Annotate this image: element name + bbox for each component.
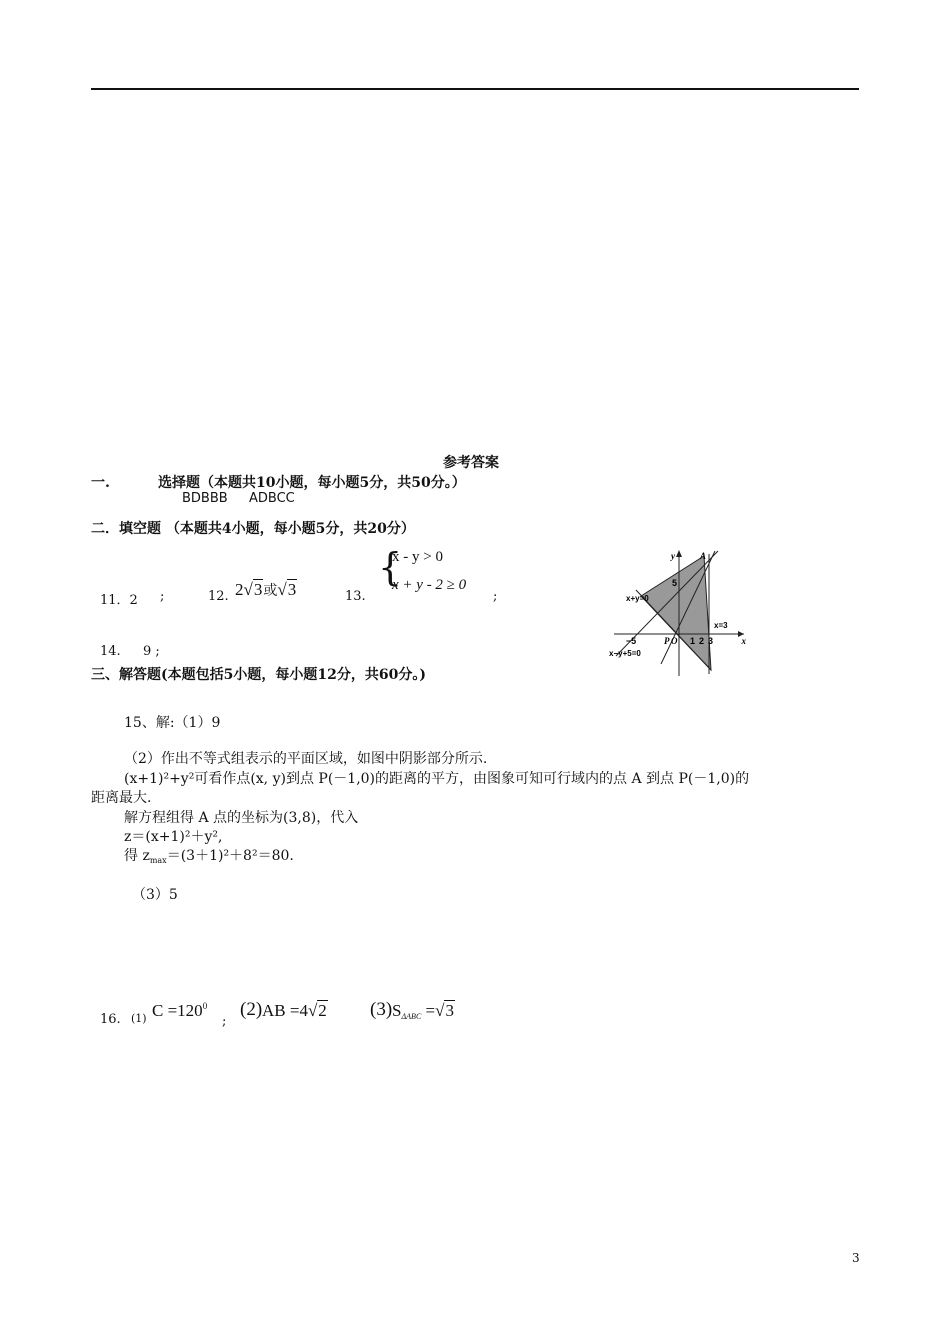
section1-answers-a: BDBBB <box>182 491 228 506</box>
q15-part2-line6: 得 $z_{max}=(3+1)^2+8^2=80$. <box>124 848 294 865</box>
section1-answers-b: ADBCC <box>249 491 295 506</box>
tick-1-label: 1 <box>690 636 696 646</box>
q12-coef: 2 <box>235 580 244 599</box>
tick-2-label: 2 <box>699 636 705 646</box>
q12-answer <box>235 580 297 600</box>
header-rule <box>91 88 859 90</box>
q16-part2-label: (2) <box>240 999 263 1020</box>
q16-part3-answer: $S_{\Delta ABC} =√3$ <box>392 1001 454 1021</box>
q15-part3: （3）5 <box>132 887 178 903</box>
q15-part2-line5: z＝(x+1)²＋y², <box>124 829 223 845</box>
tick-minus5-label: −5 <box>625 636 637 646</box>
feasible-region-figure <box>606 546 756 678</box>
q14-label: 14. <box>100 644 121 659</box>
page-number: 3 <box>852 1251 860 1265</box>
q13-line1: x - y > 0 <box>392 549 443 565</box>
q16-part1-answer: $C =120^0$ <box>152 1001 208 1020</box>
section1-heading: 选择题（本题共10小题，每小题5分，共50分。） <box>158 475 466 491</box>
page-title: 参考答案 <box>443 455 499 471</box>
q15-part2-line2: (x+1)²+y²可看作点(x, y)到点 P(－1,0)的距离的平方，由图象可知可行域内的点 A 到点 P(－1,0)的 <box>124 771 750 787</box>
y-axis-label: y <box>671 551 675 561</box>
shaded-region <box>641 556 714 670</box>
q16-part2-answer: AB =4√2 <box>262 1001 327 1020</box>
q12-label: 12. <box>208 589 229 604</box>
q11-separator: ; <box>160 589 165 604</box>
line1-label: x+y=0 <box>626 594 649 603</box>
section1-number: 一. <box>91 475 110 491</box>
q15-part2: （2）作出不等式组表示的平面区域，如图中阴影部分所示. <box>124 751 488 767</box>
y-axis-arrow <box>676 550 682 557</box>
x-axis-label: x <box>741 636 746 646</box>
q13-line2: x + y - 2 ≥ 0 <box>392 577 467 593</box>
q12-sqrt1: √3 <box>243 580 263 599</box>
point-a-label: A <box>700 551 707 561</box>
q11-answer: 11．2 <box>100 593 138 608</box>
q12-or: 或 <box>263 584 278 599</box>
q13-brace: { <box>378 545 403 589</box>
q13-label: 13. <box>345 589 366 604</box>
q16-separator: ; <box>222 1014 227 1029</box>
tick-3-label: 3 <box>708 636 714 646</box>
q15-part2-line3: 距离最大. <box>91 790 152 806</box>
line2-label: x=3 <box>714 621 728 630</box>
q15-part1: 15、解:（1）9 <box>124 715 221 731</box>
q14-answer: 9 ; <box>143 644 160 659</box>
q16-number: 16. <box>100 1012 121 1027</box>
tick-p-label: P <box>664 636 670 646</box>
section3-heading: 三、解答题(本题包括5小题，每小题12分，共60分。) <box>91 667 426 683</box>
section2-heading: 二．填空题 （本题共4小题，每小题5分，共20分） <box>91 521 415 537</box>
tick-o-label: O <box>671 636 678 646</box>
q13-separator: ; <box>493 589 498 604</box>
q16-part3-label: (3) <box>370 999 393 1020</box>
q16-part1-label: (1) <box>131 1012 147 1025</box>
q12-sqrt2: √3 <box>277 580 297 599</box>
q15-part2-line4: 解方程组得 A 点的坐标为(3,8)，代入 <box>124 810 359 826</box>
tick-5-label: 5 <box>671 578 677 588</box>
line3-label: x−y+5=0 <box>609 649 641 658</box>
